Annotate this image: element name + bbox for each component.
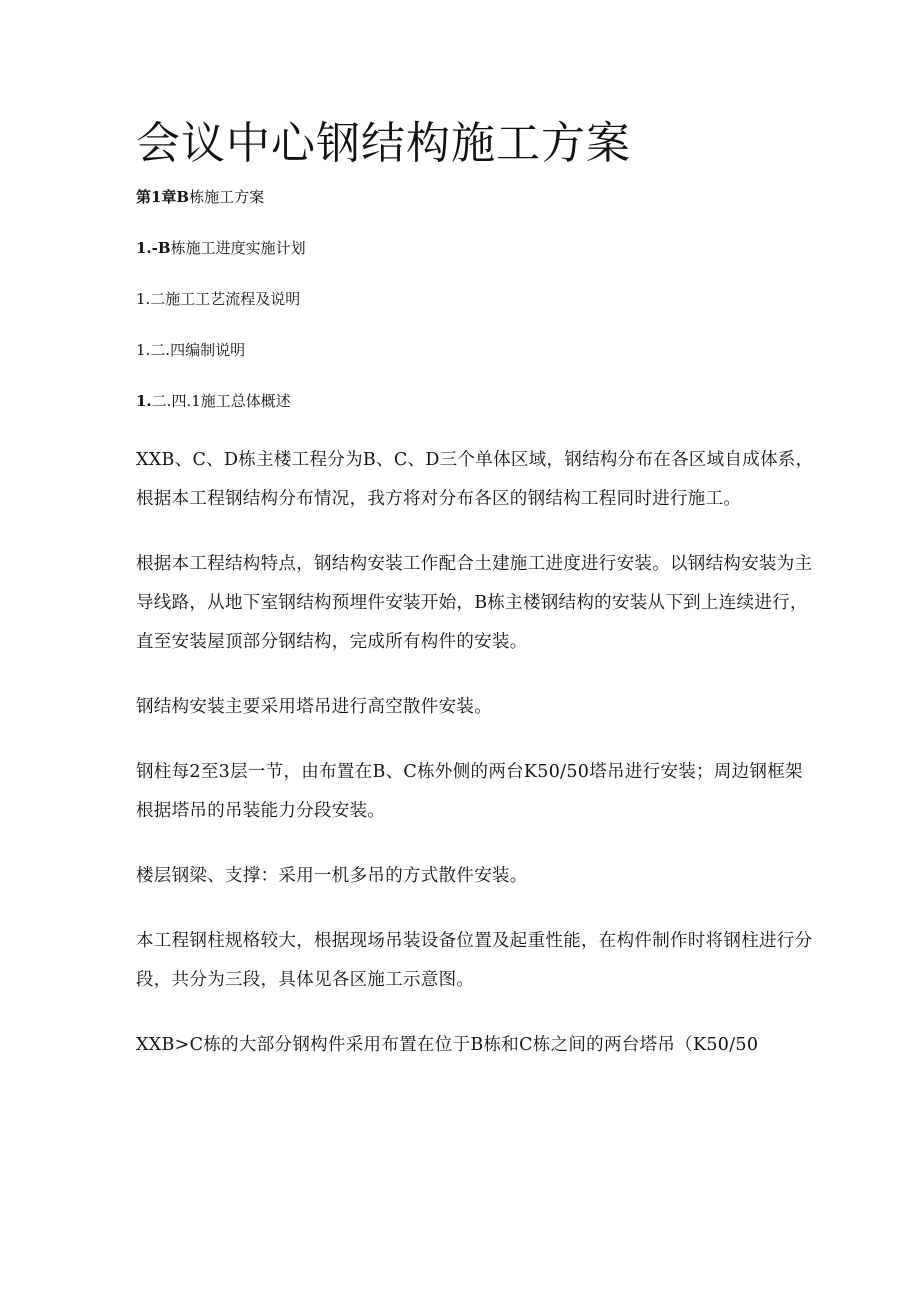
heading-text: 二.四.1施工总体概述 [151, 392, 291, 410]
heading-text: 1.二施工工艺流程及说明 [136, 290, 301, 308]
heading-number: 第1章B [136, 188, 190, 206]
section-heading [136, 339, 820, 361]
section-heading [136, 288, 820, 310]
heading-number: 1. [136, 392, 152, 410]
section-heading [136, 237, 820, 259]
heading-number: 1.-B [136, 239, 171, 257]
body-paragraph: 根据本工程结构特点，钢结构安装工作配合土建施工进度进行安装。以钢结构安装为主导线路，从地下室钢结构预埋件安装开始，B栋主楼钢结构的安装从下到上连续进行，直至安装屋顶部分钢结构，完成所有构件的安装。 [136, 554, 813, 652]
body-paragraph: 本工程钢柱规格较大，根据现场吊装设备位置及起重性能，在构件制作时将钢柱进行分段，共分为三段，具体见各区施工示意图。 [136, 931, 813, 990]
heading-text: 1.二.四编制说明 [136, 341, 246, 359]
body-paragraph: 钢结构安装主要采用塔吊进行高空散件安装。 [136, 697, 492, 717]
heading-text: 栋施工方案 [189, 188, 265, 206]
heading-text: 栋施工进度实施计划 [170, 239, 306, 257]
body-paragraph: 钢柱每2至3层一节，由布置在B、C栋外侧的两台K50/50塔吊进行安装；周边钢框架根据塔吊的吊装能力分段安装。 [136, 762, 803, 821]
document-title: 会议中心钢结构施工方案 [136, 118, 631, 169]
body-paragraph: XXB>C栋的大部分钢构件采用布置在位于B栋和C栋之间的两台塔吊（K50/50 [136, 1035, 759, 1055]
body-paragraph: 楼层钢梁、支撑：采用一机多吊的方式散件安装。 [136, 866, 528, 886]
chapter-heading [136, 186, 820, 208]
subsection-heading [136, 390, 820, 412]
body-paragraph: XXB、C、D栋主楼工程分为B、C、D三个单体区域，钢结构分布在各区域自成体系，根据本工程钢结构分布情况，我方将对分布各区的钢结构工程同时进行施工。 [136, 450, 814, 509]
